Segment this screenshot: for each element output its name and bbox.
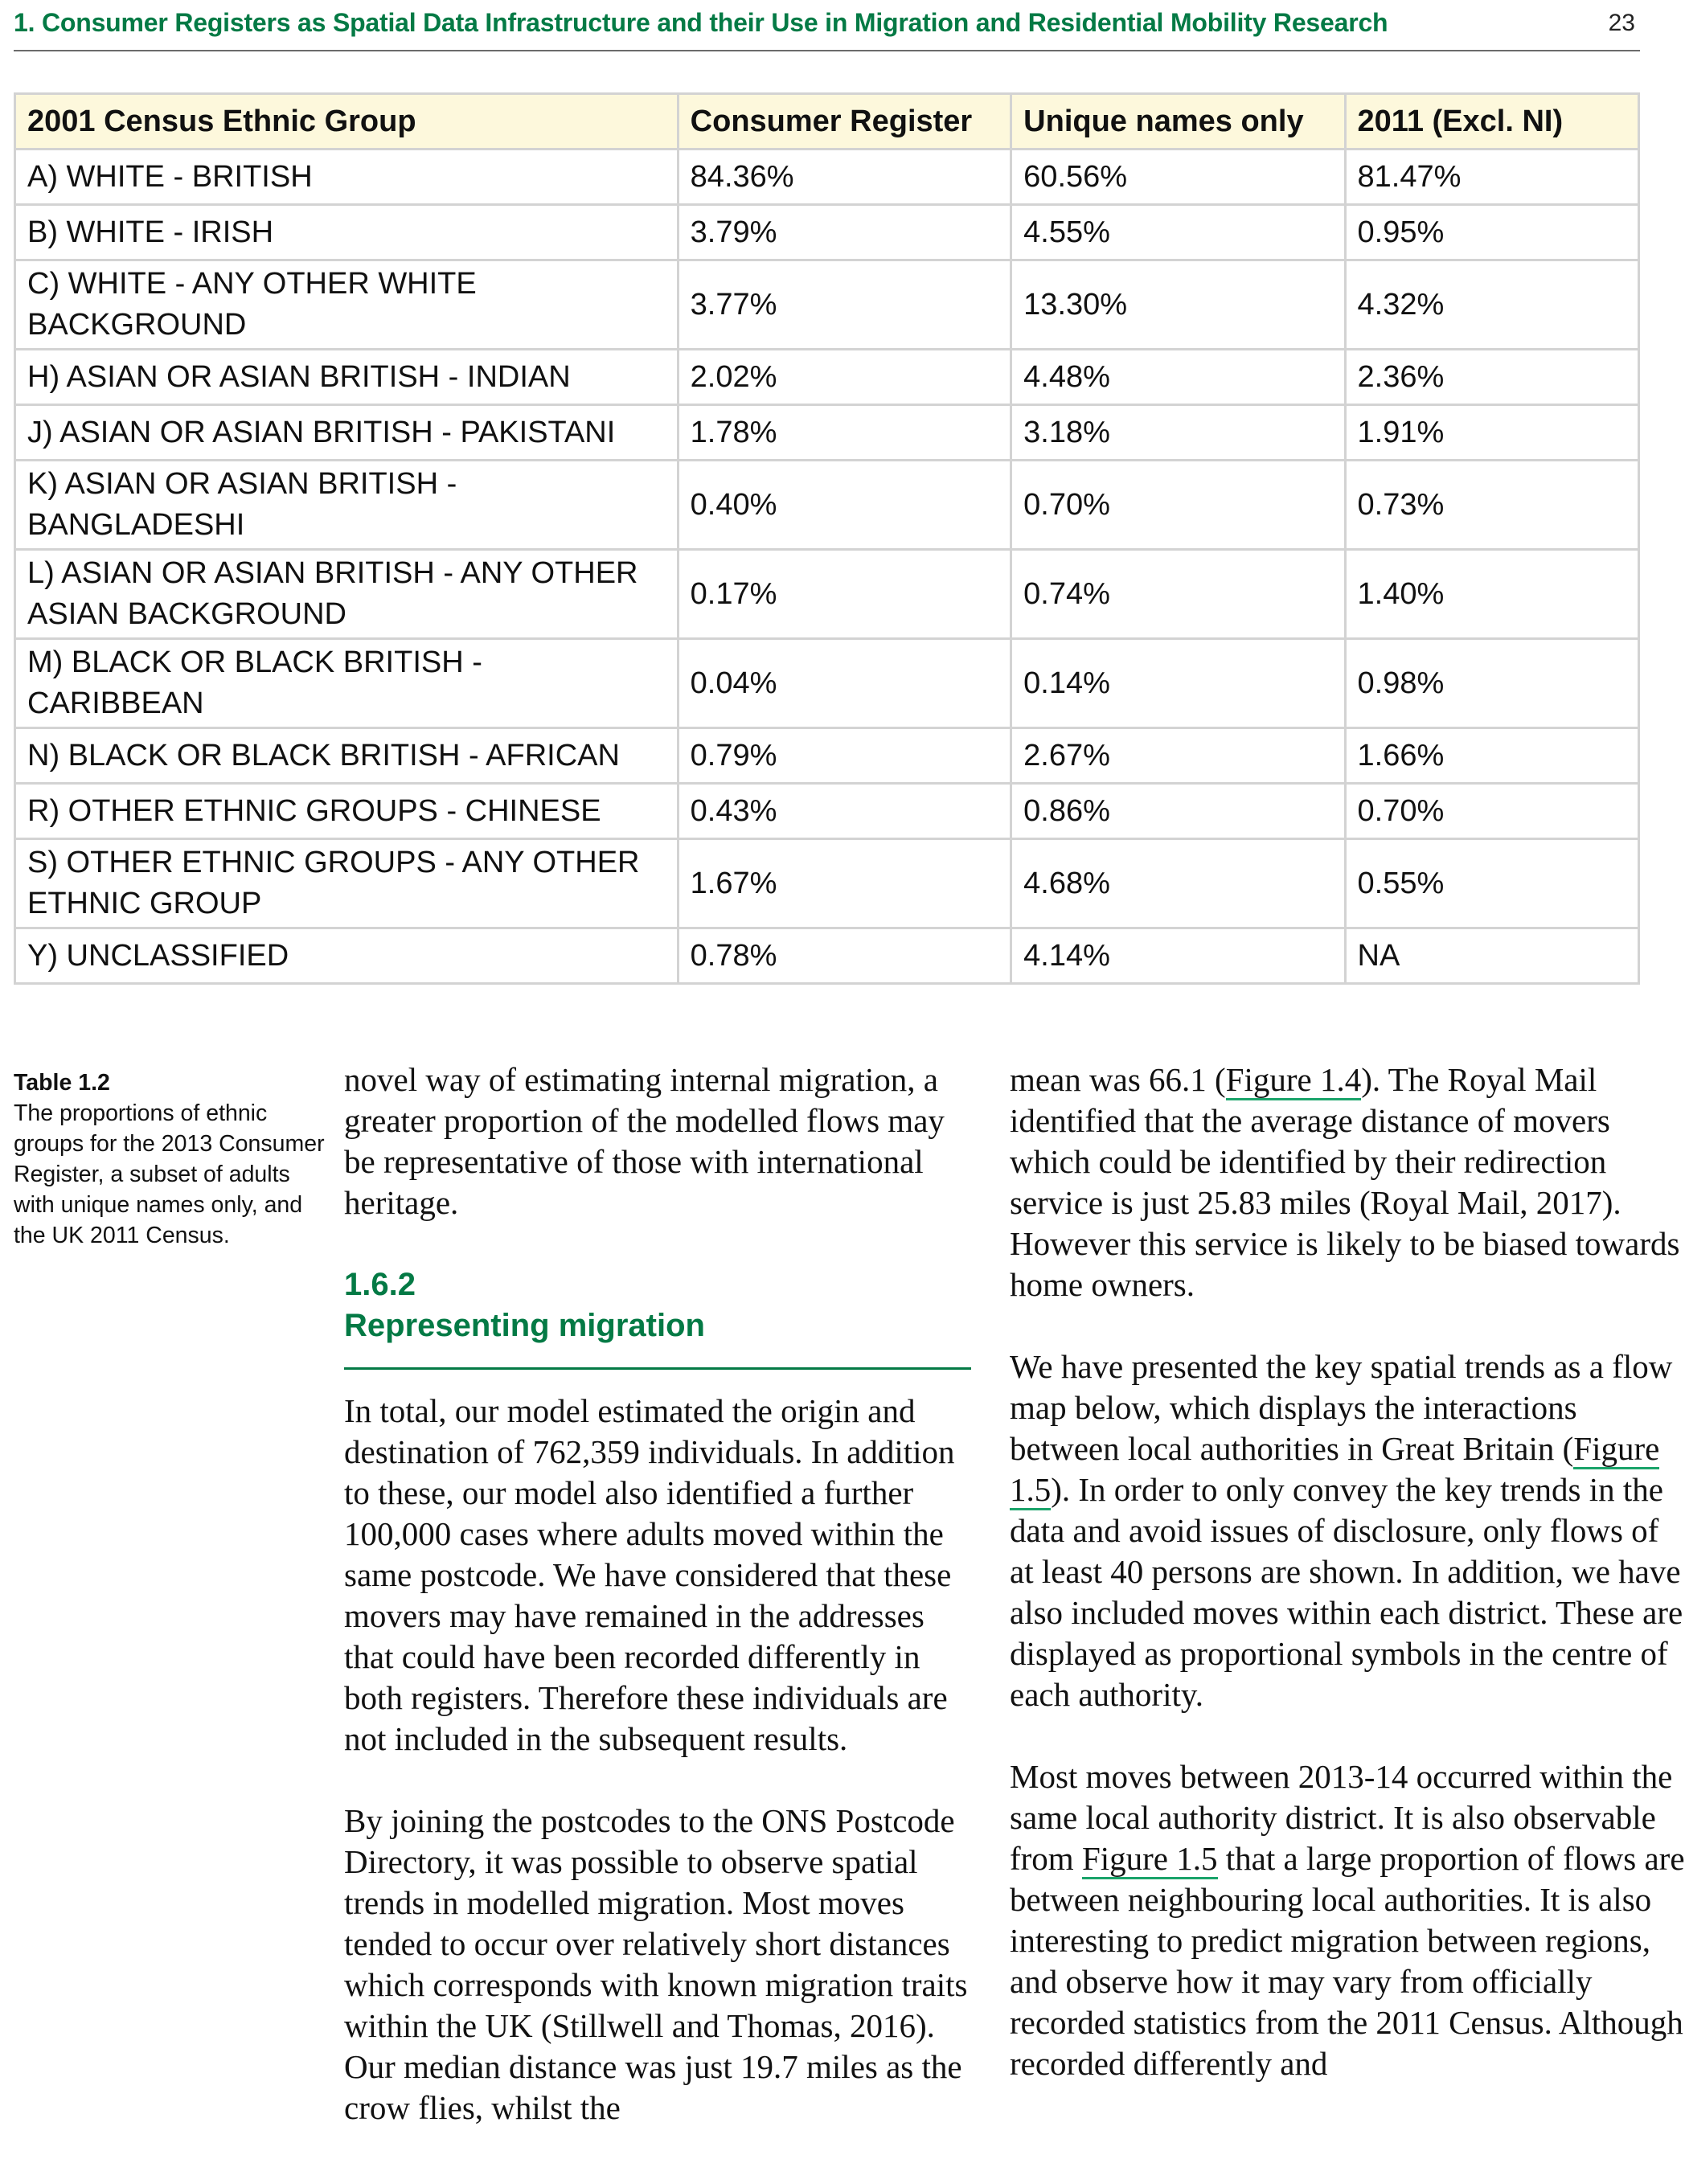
cell-census-2011: NA	[1345, 928, 1638, 984]
paragraph: novel way of estimating internal migration, a greater proportion of the modelled flows may be representative of those with international heritage.	[344, 1061, 945, 1221]
cell-census-2011: 0.70%	[1345, 784, 1638, 839]
cell-consumer-register: 0.04%	[678, 639, 1011, 728]
table-row	[15, 728, 1639, 784]
text-run: ). The Royal Mail identified that the average distance of movers which could be identified by their redirection service is just 25.83 miles (Royal Mail, 2017). However this service is likely to be biased towards home owners.	[1010, 1061, 1680, 1303]
cell-unique-names: 4.14%	[1011, 928, 1345, 984]
body-column-left	[344, 1059, 971, 2170]
cell-group: B) WHITE - IRISH	[15, 205, 679, 260]
cell-census-2011: 4.32%	[1345, 260, 1638, 350]
cell-group: Y) UNCLASSIFIED	[15, 928, 679, 984]
table-row	[15, 784, 1639, 839]
cell-unique-names: 3.18%	[1011, 405, 1345, 461]
cell-unique-names: 2.67%	[1011, 728, 1345, 784]
column-header-consumer-register: Consumer Register	[678, 94, 1011, 150]
section-title: Representing migration	[344, 1308, 705, 1343]
column-header-census-2011: 2011 (Excl. NI)	[1345, 94, 1638, 150]
text-run: that a large proportion of flows are between neighbouring local authorities. It is also interesting to predict migration between regions, and observe how it may vary from officially recorded statistics from the 2011 Census. Although recorded differently and	[1010, 1840, 1685, 2082]
table-caption	[14, 1067, 327, 1251]
caption-text: The proportions of ethnic groups for the 2013 Consumer Register, a subset of adults with unique names only, and the UK 2011 Census.	[14, 1100, 325, 1248]
caption-label: Table 1.2	[14, 1070, 110, 1096]
table-row	[15, 350, 1639, 405]
cell-group: M) BLACK OR BLACK BRITISH - CARIBBEAN	[15, 639, 679, 728]
cell-unique-names: 0.14%	[1011, 639, 1345, 728]
section-number: 1.6.2	[344, 1267, 416, 1302]
paragraph	[1010, 1059, 1685, 1305]
paragraph: In total, our model estimated the origin and destination of 762,359 individuals. In addition to these, our model also identified a further 100,000 cases where adults moved within the same postcode. We have considered that these movers may have remained in the addresses that could have been recorded differently in both registers. Therefore these individuals are not included in the subsequent results.	[344, 1392, 955, 1757]
cell-census-2011: 0.55%	[1345, 839, 1638, 928]
table-row	[15, 405, 1639, 461]
cell-unique-names: 4.68%	[1011, 839, 1345, 928]
cell-census-2011: 1.66%	[1345, 728, 1638, 784]
cell-unique-names: 0.86%	[1011, 784, 1345, 839]
cell-consumer-register: 2.02%	[678, 350, 1011, 405]
table-row	[15, 150, 1639, 205]
text-run: Most moves between 2013-14 occurred within the same local authority district. It is also observable from	[1010, 1758, 1673, 1877]
cell-group: J) ASIAN OR ASIAN BRITISH - PAKISTANI	[15, 405, 679, 461]
cell-unique-names: 0.70%	[1011, 461, 1345, 550]
column-header-ethnic-group: 2001 Census Ethnic Group	[15, 94, 679, 150]
cell-group: C) WHITE - ANY OTHER WHITE BACKGROUND	[15, 260, 679, 350]
cell-consumer-register: 3.79%	[678, 205, 1011, 260]
cell-unique-names: 4.48%	[1011, 350, 1345, 405]
cell-unique-names: 0.74%	[1011, 550, 1345, 639]
cell-consumer-register: 0.79%	[678, 728, 1011, 784]
paragraph: By joining the postcodes to the ONS Postcode Directory, it was possible to observe spatial trends in modelled migration. Most moves tended to occur over relatively short distances which corresponds with known migration traits within the UK (Stillwell and Thomas, 2016). Our median distance was just 19.7 miles as the crow flies, whilst the	[344, 1802, 968, 2126]
running-header	[14, 3, 1640, 51]
text-run: mean was 66.1 (	[1010, 1061, 1226, 1098]
cell-census-2011: 1.40%	[1345, 550, 1638, 639]
paragraph	[1010, 1346, 1685, 1715]
cell-consumer-register: 0.17%	[678, 550, 1011, 639]
cell-consumer-register: 3.77%	[678, 260, 1011, 350]
cell-group: A) WHITE - BRITISH	[15, 150, 679, 205]
paragraph	[1010, 1756, 1685, 2084]
body-column-right	[1010, 1059, 1685, 2125]
cell-consumer-register: 1.78%	[678, 405, 1011, 461]
cell-census-2011: 1.91%	[1345, 405, 1638, 461]
cell-consumer-register: 84.36%	[678, 150, 1011, 205]
table-row	[15, 839, 1639, 928]
cell-census-2011: 0.73%	[1345, 461, 1638, 550]
cell-census-2011: 2.36%	[1345, 350, 1638, 405]
cell-census-2011: 0.98%	[1345, 639, 1638, 728]
cell-group: S) OTHER ETHNIC GROUPS - ANY OTHER ETHNIC GROUP	[15, 839, 679, 928]
cell-consumer-register: 0.40%	[678, 461, 1011, 550]
cell-unique-names: 13.30%	[1011, 260, 1345, 350]
cell-group: K) ASIAN OR ASIAN BRITISH - BANGLADESHI	[15, 461, 679, 550]
text-run: We have presented the key spatial trends as a flow map below, which displays the interactions between local authorities in Great Britain (	[1010, 1348, 1673, 1467]
cell-consumer-register: 0.78%	[678, 928, 1011, 984]
column-header-unique-names: Unique names only	[1011, 94, 1345, 150]
figure-1-4-link[interactable]: Figure 1.4	[1226, 1061, 1362, 1100]
ethnic-group-table	[14, 92, 1640, 985]
cell-unique-names: 60.56%	[1011, 150, 1345, 205]
section-heading	[344, 1264, 971, 1370]
table-row	[15, 461, 1639, 550]
text-run: ). In order to only convey the key trends in the data and avoid issues of disclosure, only flows of at least 40 persons are shown. In addition, we have also included moves within each district. These are displayed as proportional symbols in the centre of each authority.	[1010, 1471, 1683, 1713]
running-title: 1. Consumer Registers as Spatial Data Infrastructure and their Use in Migration and Residential Mobility Research	[14, 8, 1388, 37]
cell-group: N) BLACK OR BLACK BRITISH - AFRICAN	[15, 728, 679, 784]
cell-group: R) OTHER ETHNIC GROUPS - CHINESE	[15, 784, 679, 839]
figure-1-5-link[interactable]: Figure 1.5	[1010, 1430, 1659, 1510]
page-number: 23	[1608, 10, 1635, 36]
cell-consumer-register: 1.67%	[678, 839, 1011, 928]
cell-census-2011: 81.47%	[1345, 150, 1638, 205]
cell-group: H) ASIAN OR ASIAN BRITISH - INDIAN	[15, 350, 679, 405]
table-row	[15, 205, 1639, 260]
table-row	[15, 928, 1639, 984]
figure-1-5-link[interactable]: Figure 1.5	[1082, 1840, 1218, 1879]
cell-consumer-register: 0.43%	[678, 784, 1011, 839]
cell-group: L) ASIAN OR ASIAN BRITISH - ANY OTHER ASIAN BACKGROUND	[15, 550, 679, 639]
table-row	[15, 550, 1639, 639]
cell-unique-names: 4.55%	[1011, 205, 1345, 260]
table-row	[15, 260, 1639, 350]
table-row	[15, 639, 1639, 728]
cell-census-2011: 0.95%	[1345, 205, 1638, 260]
table-header-row	[15, 94, 1639, 150]
